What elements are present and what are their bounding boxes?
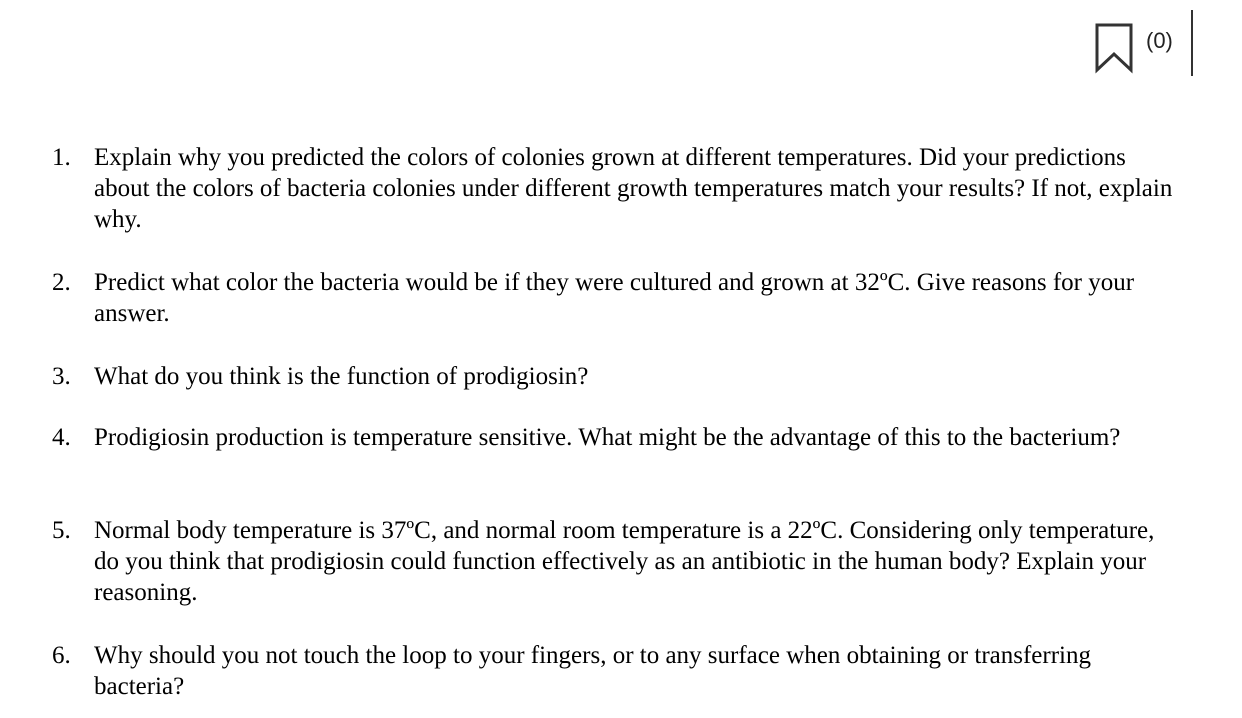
question-number: 3.: [52, 363, 71, 390]
question-number: 2.: [52, 269, 71, 296]
question-text: Prodigiosin production is temperature sensitive. What might be the advantage of this to the bacterium?: [94, 424, 1121, 451]
bookmark-button[interactable]: [1094, 22, 1134, 74]
question-number: 5.: [52, 517, 71, 544]
question-text: Predict what color the bacteria would be if they were cultured and grown at 32ºC. Give reasons for your answer.: [94, 269, 1135, 327]
toolbar-divider: [1191, 10, 1193, 76]
question-number: 4.: [52, 424, 71, 451]
question-number: 1.: [52, 144, 71, 171]
bookmark-toolbar: [1086, 10, 1206, 76]
question-text: Why should you not touch the loop to your fingers, or to any surface when obtaining or transferring bacteria?: [94, 642, 1091, 700]
question-number: 6.: [52, 642, 71, 669]
bookmark-icon: [1094, 22, 1134, 74]
question-text: Explain why you predicted the colors of colonies grown at different temperatures. Did your predictions about the colors of bacteria colonies under different growth temperatures match your results? If not, explain why.: [94, 144, 1173, 233]
question-text: What do you think is the function of prodigiosin?: [94, 363, 589, 390]
question-text: Normal body temperature is 37ºC, and normal room temperature is a 22ºC. Considering only temperature, do you think that prodigiosin could function effectively as an antibiotic in the human body? Explain your reasoning.: [94, 517, 1155, 606]
bookmark-count: (0): [1146, 28, 1173, 53]
